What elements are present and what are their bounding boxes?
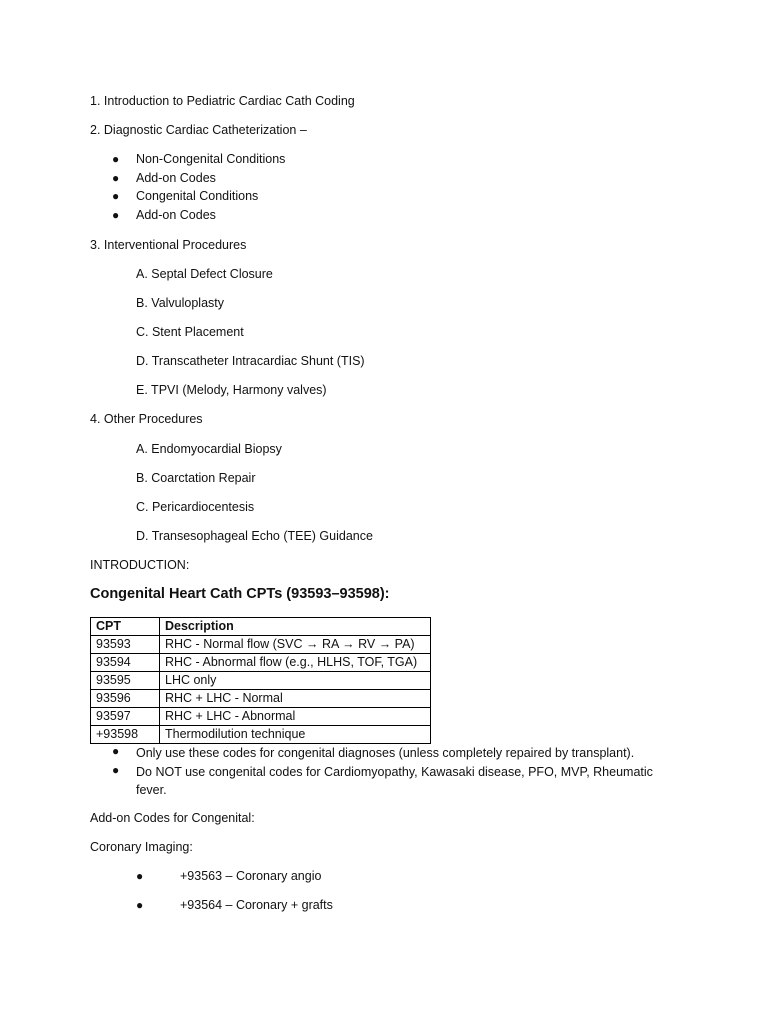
- sub-item: B. Coarctation Repair: [136, 471, 256, 485]
- sub-item: B. Valvuloplasty: [136, 296, 225, 310]
- list-item: ● Add-on Codes: [112, 208, 216, 222]
- cpt-code-cell: 93593: [91, 636, 160, 654]
- bullet-icon: ●: [112, 171, 120, 185]
- cpt-code-cell: 93596: [91, 690, 160, 708]
- description-cell: RHC + LHC - Abnormal: [160, 708, 431, 726]
- sub-item: D. Transcatheter Intracardiac Shunt (TIS): [136, 354, 365, 368]
- intro-label: INTRODUCTION:: [90, 558, 190, 572]
- sub-item: A. Endomyocardial Biopsy: [136, 442, 282, 456]
- bullet-icon: ●: [136, 869, 144, 883]
- coronary-label: Coronary Imaging:: [90, 840, 193, 854]
- bullet-icon: ●: [112, 208, 120, 222]
- cpt-code-cell: +93598: [91, 726, 160, 744]
- bullet-icon: ●: [112, 189, 120, 203]
- table-row: [91, 672, 431, 690]
- addon-label: Add-on Codes for Congenital:: [90, 811, 255, 825]
- cpt-code-cell: 93594: [91, 654, 160, 672]
- outline-item-4: 4. Other Procedures: [90, 412, 203, 426]
- cpt-code-cell: 93597: [91, 708, 160, 726]
- note-item: ● Do NOT use congenital codes for Cardiomyopathy, Kawasaki disease, PFO, MVP, Rheumatic fever.: [112, 763, 653, 797]
- table-row: [91, 726, 431, 744]
- note-item: ● Only use these codes for congenital diagnoses (unless completely repaired by transplant).: [112, 744, 635, 760]
- sub-item: D. Transesophageal Echo (TEE) Guidance: [136, 529, 373, 543]
- outline-item-3: 3. Interventional Procedures: [90, 238, 247, 252]
- bullet-icon: ●: [112, 744, 120, 758]
- description-cell: RHC - Abnormal flow (e.g., HLHS, TOF, TGA): [160, 654, 431, 672]
- column-header-description: Description: [160, 618, 431, 636]
- sub-item: E. TPVI (Melody, Harmony valves): [136, 383, 327, 397]
- table-row: [91, 654, 431, 672]
- list-item: ● +93563 – Coronary angio: [136, 869, 322, 883]
- table-row: [91, 708, 431, 726]
- table-row: [91, 636, 431, 654]
- list-item: ● Non-Congenital Conditions: [112, 152, 286, 166]
- sub-item: C. Stent Placement: [136, 325, 244, 339]
- description-cell: RHC - Normal flow (SVC → RA → RV → PA): [160, 636, 431, 654]
- table-heading: Congenital Heart Cath CPTs (93593–93598):: [90, 586, 390, 602]
- description-cell: Thermodilution technique: [160, 726, 431, 744]
- bullet-icon: ●: [112, 152, 120, 166]
- sub-item: C. Pericardiocentesis: [136, 500, 255, 514]
- cpt-table: [90, 617, 431, 744]
- list-item: ● +93564 – Coronary + grafts: [136, 898, 333, 912]
- list-item: ● Add-on Codes: [112, 171, 216, 185]
- outline-item-2: 2. Diagnostic Cardiac Catheterization –: [90, 123, 307, 137]
- description-cell: RHC + LHC - Normal: [160, 690, 431, 708]
- outline-item-1: 1. Introduction to Pediatric Cardiac Cath Coding: [90, 94, 355, 108]
- table-row: [91, 690, 431, 708]
- list-item: ● Congenital Conditions: [112, 189, 259, 203]
- bullet-icon: ●: [112, 763, 120, 777]
- description-cell: LHC only: [160, 672, 431, 690]
- cpt-code-cell: 93595: [91, 672, 160, 690]
- column-header-cpt: CPT: [91, 618, 160, 636]
- table-header-row: [91, 618, 431, 636]
- bullet-icon: ●: [136, 898, 144, 912]
- sub-item: A. Septal Defect Closure: [136, 267, 273, 281]
